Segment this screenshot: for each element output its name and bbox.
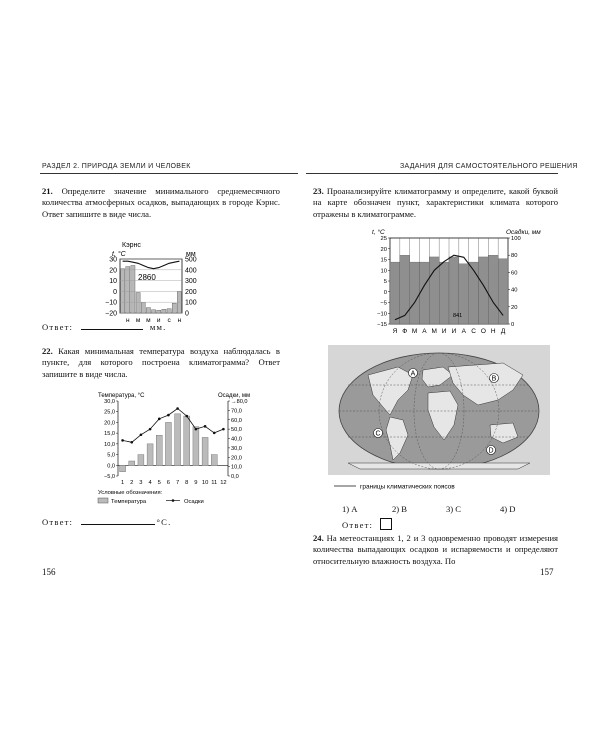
task-23 bbox=[313, 186, 558, 220]
chart3-left-tick: −10 bbox=[377, 311, 387, 318]
chart1-precip-tick: 500 bbox=[185, 256, 197, 264]
task-22-answer-field[interactable] bbox=[81, 524, 155, 525]
chart2-temp-bar bbox=[147, 444, 153, 465]
chart3-right-tick: 60 bbox=[511, 270, 518, 277]
chart1-temp-tick: 20 bbox=[109, 267, 117, 275]
chart2-legend-bar-swatch bbox=[98, 498, 108, 503]
task-21-answer-unit: мм. bbox=[149, 322, 167, 332]
chart3-right-tick: 40 bbox=[511, 287, 518, 294]
chart2-month-label: 11 bbox=[211, 480, 218, 486]
chart1-precip-label: мм bbox=[186, 251, 196, 258]
chart1-precip-bar bbox=[157, 310, 161, 313]
chart1-precip-bar bbox=[167, 309, 171, 313]
option-1[interactable]: 1) А bbox=[342, 504, 358, 514]
chart2-legend-title: Условные обозначения: bbox=[98, 490, 163, 496]
chart1-precip-bar bbox=[136, 292, 140, 313]
task-22-number: 22. bbox=[42, 346, 53, 356]
header-rule-left bbox=[40, 173, 298, 174]
chart1-precip-bar bbox=[131, 265, 135, 313]
marker-b: B bbox=[491, 375, 497, 383]
chart2-temp-bar bbox=[220, 465, 226, 466]
chart2-month-label: 4 bbox=[148, 480, 152, 486]
chart2-right-tick: →80,0 bbox=[231, 399, 248, 405]
chart1-temp-tick: 0 bbox=[113, 288, 117, 296]
chart2-temp-bar bbox=[129, 461, 135, 465]
chart1-month-label: м bbox=[135, 317, 141, 324]
header-rule-right bbox=[306, 173, 558, 174]
antarctica-shape bbox=[348, 463, 530, 469]
chart3-left-tick: −5 bbox=[380, 300, 387, 307]
chart3-precip-bar bbox=[410, 262, 420, 324]
chart2-right-tick: 40,0 bbox=[231, 436, 242, 443]
chart1-city: Кэрнс bbox=[122, 242, 141, 249]
chart2-legend-bar: Температура bbox=[111, 499, 147, 505]
chart3-left-tick: 5 bbox=[383, 279, 387, 285]
chart3-month-label: И bbox=[441, 328, 447, 335]
chart3-month-label: А bbox=[422, 328, 427, 335]
chart3-left-tick: −15 bbox=[377, 322, 387, 328]
chart2-month-label: 2 bbox=[130, 480, 134, 486]
option-3[interactable]: 3) C bbox=[446, 504, 462, 514]
chart3-right-tick: 20 bbox=[511, 304, 518, 311]
chart2-precip-point bbox=[185, 415, 188, 418]
climatogram-task22 bbox=[88, 388, 258, 513]
page-number-left: 156 bbox=[42, 567, 56, 577]
chart3-precip-bar bbox=[420, 262, 430, 324]
chart2-left-tick: 0,0 bbox=[107, 463, 115, 470]
task-23-number: 23. bbox=[313, 186, 324, 196]
chart3-month-label: С bbox=[471, 328, 476, 335]
running-head-right: ЗАДАНИЯ ДЛЯ САМОСТОЯТЕЛЬНОГО РЕШЕНИЯ bbox=[400, 163, 578, 170]
chart1-temp-label: t, °C bbox=[112, 251, 126, 258]
chart1-precip-bar bbox=[126, 267, 130, 313]
task-23-answer-box[interactable] bbox=[380, 518, 392, 530]
chart1-precip-bar bbox=[152, 310, 156, 313]
chart3-month-label: Д bbox=[500, 328, 506, 335]
chart2-month-label: 12 bbox=[220, 480, 227, 486]
chart3-left-tick: 20 bbox=[380, 246, 387, 253]
chart2-temp-bar bbox=[202, 437, 208, 465]
task-21-number: 21. bbox=[42, 186, 53, 196]
chart2-precip-point bbox=[204, 425, 207, 428]
chart2-left-tick: 25,0 bbox=[104, 409, 115, 416]
chart3-total: 841 bbox=[453, 313, 463, 319]
chart3-precip-bar bbox=[390, 262, 400, 324]
chart3-month-label: М bbox=[431, 328, 437, 335]
chart2-precip-point bbox=[222, 428, 225, 431]
chart2-precip-point bbox=[213, 432, 216, 435]
chart2-right-axis-label: Осадки, мм bbox=[218, 393, 251, 399]
task-21-answer-field[interactable] bbox=[81, 329, 143, 330]
option-2[interactable]: 2) B bbox=[392, 504, 408, 514]
chart2-month-label: 1 bbox=[120, 480, 125, 486]
task-21-answer bbox=[42, 322, 166, 332]
chart3-temp-label: t, °С bbox=[372, 229, 385, 236]
chart3-precip-bar bbox=[469, 262, 479, 324]
chart3-month-label: М bbox=[411, 328, 418, 335]
chart2-precip-point bbox=[195, 428, 198, 431]
task-23-answer-label: Ответ: bbox=[342, 520, 374, 530]
chart2-right-tick: 10,0 bbox=[231, 464, 242, 471]
chart3-right-tick: 0 bbox=[511, 322, 515, 328]
chart2-temp-bar bbox=[156, 435, 162, 465]
chart2-legend-line-dot bbox=[172, 499, 175, 502]
chart2-left-tick: −5,0 bbox=[103, 474, 115, 480]
chart2-precip-point bbox=[158, 418, 161, 421]
marker-a: А bbox=[410, 370, 416, 378]
chart3-month-label: А bbox=[461, 328, 466, 335]
world-climate-map bbox=[328, 345, 550, 493]
chart3-right-tick: 80 bbox=[511, 253, 518, 260]
running-head-left: РАЗДЕЛ 2. ПРИРОДА ЗЕМЛИ И ЧЕЛОВЕК bbox=[42, 163, 191, 170]
task-22-answer bbox=[42, 517, 171, 527]
chart2-month-label: 10 bbox=[201, 480, 209, 486]
chart1-month-label: и bbox=[156, 317, 161, 324]
chart1-month-label: с bbox=[167, 317, 171, 324]
chart2-temp-bar bbox=[193, 427, 199, 466]
chart2-month-label: 8 bbox=[185, 480, 189, 486]
chart2-month-label: 9 bbox=[194, 480, 198, 486]
chart3-month-label: О bbox=[480, 328, 486, 335]
chart2-precip-line bbox=[123, 409, 224, 443]
chart2-left-tick: 30,0 bbox=[104, 399, 115, 405]
task-24-text: На метеостанциях 1, 2 и 3 одновременно проводят измерения количества выпадающих осадков и испаряемости и определяют относительную влажность воздуха. По bbox=[313, 533, 558, 566]
chart2-left-axis-label: Температура, °С bbox=[98, 393, 145, 399]
chart3-left-tick: 10 bbox=[380, 268, 387, 275]
task-22-answer-label: Ответ: bbox=[42, 517, 74, 527]
chart2-right-tick: 60,0 bbox=[231, 417, 242, 424]
chart2-temp-bar bbox=[138, 455, 144, 466]
chart2-precip-point bbox=[167, 414, 170, 417]
marker-c: C bbox=[375, 430, 381, 438]
task-24 bbox=[313, 533, 558, 567]
chart2-month-label: 3 bbox=[139, 480, 143, 486]
task-22-answer-unit: °C. bbox=[156, 517, 172, 527]
task-21-text: Определите значение минимального среднемесячного количества атмосферных осадков, выпадающих в городе Кэрнс. Ответ запишите в виде числа. bbox=[42, 186, 280, 219]
chart2-temp-bar bbox=[165, 422, 171, 465]
chart2-temp-bar bbox=[120, 465, 126, 471]
task-23-answer bbox=[342, 518, 392, 530]
chart2-month-label: 6 bbox=[166, 480, 171, 486]
chart2-temp-bar bbox=[175, 414, 181, 465]
chart2-left-tick: 10,0 bbox=[104, 441, 115, 448]
chart3-left-tick: 0 bbox=[383, 289, 387, 296]
option-4[interactable]: 4) D bbox=[500, 504, 516, 514]
climatogram-task23 bbox=[368, 224, 548, 339]
chart3-month-label: И bbox=[451, 328, 457, 335]
chart2-precip-point bbox=[176, 407, 179, 410]
chart1-precip-tick: 300 bbox=[185, 278, 197, 286]
chart2-right-tick: 70,0 bbox=[231, 408, 242, 415]
chart1-month-label: н bbox=[177, 317, 182, 324]
chart2-right-tick: 0,0 bbox=[231, 474, 239, 480]
chart3-month-label: Н bbox=[490, 328, 496, 335]
chart3-precip-bar bbox=[400, 255, 410, 324]
chart1-precip-bar bbox=[146, 308, 150, 313]
chart2-right-tick: 30,0 bbox=[231, 445, 242, 452]
chart1-temp-tick: 30 bbox=[109, 256, 117, 264]
chart2-temp-bar bbox=[184, 416, 190, 465]
chart1-month-label: м bbox=[146, 317, 151, 324]
chart2-right-tick: 20,0 bbox=[231, 455, 242, 462]
task-22 bbox=[42, 346, 280, 380]
chart1-precip-tick: 400 bbox=[185, 267, 197, 275]
task-21-answer-label: Ответ: bbox=[42, 322, 74, 332]
chart1-precip-bar bbox=[162, 309, 166, 313]
chart1-precip-tick: 200 bbox=[185, 288, 197, 296]
chart1-temp-tick: −20 bbox=[105, 310, 117, 318]
chart3-left-tick: 15 bbox=[380, 257, 387, 264]
chart2-precip-point bbox=[121, 439, 124, 442]
chart1-month-label: н bbox=[125, 317, 130, 324]
chart3-month-label: Я bbox=[392, 328, 398, 335]
chart1-precip-bar bbox=[121, 269, 125, 313]
chart2-left-tick: 15,0 bbox=[104, 431, 115, 438]
chart3-precip-bar bbox=[439, 262, 449, 324]
chart2-right-tick: 50,0 bbox=[231, 427, 242, 434]
chart2-month-label: 5 bbox=[157, 480, 161, 486]
page-number-right: 157 bbox=[540, 567, 554, 577]
chart2-precip-point bbox=[149, 428, 152, 431]
right-page bbox=[300, 0, 600, 750]
chart1-temp-tick: −10 bbox=[105, 299, 117, 307]
chart2-precip-point bbox=[140, 433, 143, 436]
task-24-number: 24. bbox=[313, 533, 324, 543]
task-21 bbox=[42, 186, 280, 220]
chart1-precip-bar bbox=[172, 303, 176, 313]
chart2-left-tick: 20,0 bbox=[104, 420, 115, 427]
chart3-precip-label: Осадки, мм bbox=[506, 229, 541, 236]
chart3-month-label: Ф bbox=[402, 328, 408, 335]
chart3-right-tick: 100 bbox=[511, 236, 521, 242]
chart2-left-tick: 5,0 bbox=[107, 452, 115, 459]
chart3-left-tick: 25 bbox=[380, 236, 387, 242]
chart2-month-label: 7 bbox=[175, 480, 180, 486]
marker-d: D bbox=[488, 447, 494, 455]
task-22-text: Какая минимальная температура воздуха наблюдалась в пункте, для которого построена климатограмма? Ответ запишите в виде числа. bbox=[42, 346, 280, 379]
chart1-precip-tick: 0 bbox=[185, 310, 189, 318]
chart2-temp-bar bbox=[211, 455, 217, 466]
chart1-total: 2860 bbox=[138, 273, 156, 282]
chart2-legend-line: Осадки bbox=[184, 499, 204, 505]
chart3-precip-bar bbox=[498, 259, 508, 324]
chart2-precip-point bbox=[130, 441, 133, 444]
chart1-precip-tick: 100 bbox=[185, 299, 197, 307]
climatogram-cairns bbox=[90, 237, 210, 327]
task-23-text: Проанализируйте климатограмму и определите, какой буквой на карте обозначен пункт, характеристики климата которого отражены в климатограмме. bbox=[313, 186, 558, 219]
map-legend-text: границы климатических поясов bbox=[360, 483, 455, 491]
chart1-temp-tick: 10 bbox=[109, 278, 117, 286]
chart1-precip-bar bbox=[141, 302, 145, 313]
chart3-precip-bar bbox=[488, 255, 498, 324]
